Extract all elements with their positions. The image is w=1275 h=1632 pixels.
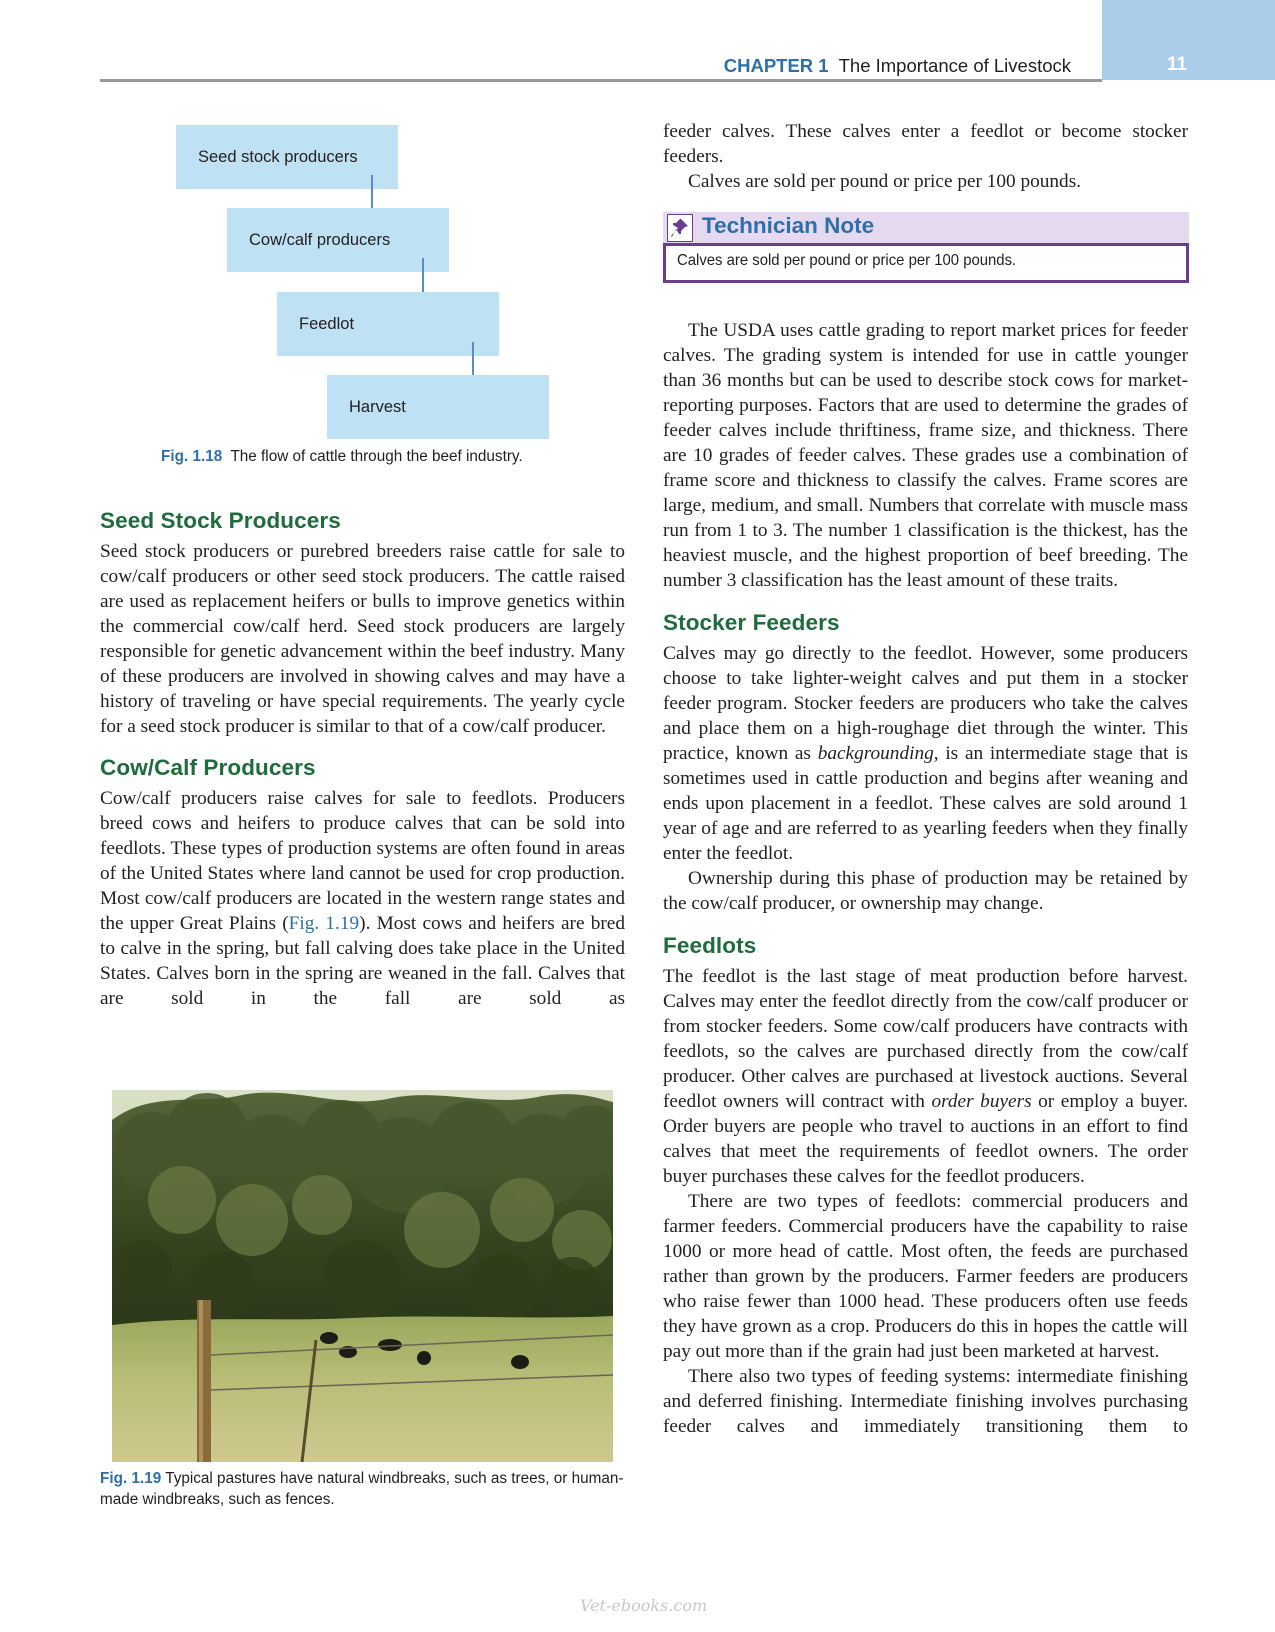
- figure-1-18-caption: [161, 446, 523, 467]
- paragraph-stocker-1: [663, 641, 1188, 866]
- left-column-text: [100, 508, 625, 1011]
- cow-calf-text-part-2: ). Most cows and heifers are bred to calve in the spring, but fall calving does take place in the United States. Calves born in the spring are weaned in the fall. Calves that are sold in the fall are sold as: [100, 913, 625, 1009]
- figure-1-18-label: Fig. 1.18: [161, 448, 223, 465]
- paragraph-feeder-calves: feeder calves. These calves enter a feedlot or become stocker feeders.: [663, 121, 1188, 167]
- section-heading-stocker-feeders: Stocker Feeders: [663, 610, 840, 635]
- pasture-photo: [112, 1090, 613, 1462]
- section-heading-feedlots: Feedlots: [663, 933, 757, 958]
- paragraph-cow-calf: [100, 786, 625, 1011]
- stocker-text-part-1: Calves may go directly to the feedlot. However, some producers choose to take lighter-weight calves and put them in a stocker feeder program. Stocker feeders are producers who take the calves and place them on a high-roughage diet through the winter. This practice, known as: [663, 643, 1188, 764]
- stocker-text-part-2: , is an intermediate stage that is sometimes used in cattle production and begins after weaning and ends upon placement in a feedlot. These calves are sold around 1 year of age and are referred to as yearling feeders when they finally enter the feedlot.: [663, 743, 1188, 864]
- flow-box-harvest: Harvest: [327, 375, 549, 439]
- watermark: Vet-ebooks.com: [580, 1596, 708, 1615]
- paragraph-feedlots-2: There are two types of feedlots: commercial producers and farmer feeders. Commercial producers have the capability to raise 1000 or more head of cattle. Most often, the feeds are purchased rather than grown by the producers. Farmer feeders are producers who raise fewer than 1000 head. These producers often use feeds they have grown as a crop. Producers do this in hopes the cattle will pay out more than if the grain had just been marketed at harvest.: [663, 1191, 1188, 1362]
- feedlots-text-part-1: The feedlot is the last stage of meat production before harvest. Calves may enter the feedlot directly from the cow/calf producer or from stocker feeders. Some cow/calf producers have contracts with feedlots, so the calves are purchased directly from the cow/calf producer. Other calves are purchased at livestock auctions. Several feedlot owners will contract with: [663, 966, 1188, 1112]
- feedlots-text-part-2: or employ a buyer. Order buyers are people who travel to auctions in an effort to find calves that meet the requirements of feedlot owners. The order buyer purchases these calves for the feedlot producers.: [663, 1091, 1189, 1187]
- flow-box-seed-stock: Seed stock producers: [176, 125, 398, 189]
- figure-1-18-text: The flow of cattle through the beef industry.: [230, 448, 523, 465]
- paragraph-stocker-2: Ownership during this phase of production may be retained by the cow/calf producer, or ownership may change.: [663, 868, 1188, 914]
- paragraph-calves-sold: Calves are sold per pound or price per 100 pounds.: [688, 171, 1082, 192]
- right-column-continuation: [663, 119, 1188, 194]
- paragraph-feedlots-1: [663, 964, 1188, 1189]
- paragraph-feedlots-3: There also two types of feeding systems: intermediate finishing and deferred finishing. Intermediate finishing involves purchasing feeder calves and immediately transitioning them to: [663, 1366, 1188, 1437]
- flow-box-cow-calf: Cow/calf producers: [227, 208, 449, 272]
- figure-1-19-caption: [100, 1468, 625, 1510]
- section-heading-seed-stock: Seed Stock Producers: [100, 508, 341, 533]
- pushpin-icon: [667, 214, 693, 242]
- flow-box-feedlot: Feedlot: [277, 292, 499, 356]
- right-column-text: [663, 318, 1188, 1439]
- figure-1-19-link[interactable]: Fig. 1.19: [288, 913, 360, 934]
- figure-1-19-label: Fig. 1.19: [100, 1470, 162, 1487]
- running-head: [724, 55, 1071, 77]
- technician-note-text: Calves are sold per pound or price per 100 pounds.: [677, 252, 1017, 269]
- term-order-buyers: order buyers: [931, 1091, 1032, 1112]
- cow-calf-text-part-1: Cow/calf producers raise calves for sale to feedlots. Producers breed cows and heifers to produce calves that can be sold into feedlots. These types of production systems are often found in areas of the United States where land cannot be used for crop production. Most cow/calf producers are located in the western range states and the upper Great Plains (: [100, 788, 625, 934]
- paragraph-usda-grading: The USDA uses cattle grading to report market prices for feeder calves. The grading system is intended for use in cattle younger than 36 months but can be used to describe stock cows for market-reporting purposes. Factors that are used to determine the grades of feeder calves include thriftiness, frame size, and thickness. There are 10 grades of feeder calves. These grades use a combination of frame score and thickness to classify the calves. Frame scores are large, medium, and small. Numbers that correlate with muscle mass run from 1 to 3. The number 1 classification is the thickest, has the heaviest muscle, and the highest proportion of beef breeding. The number 3 classification has the least amount of these traits.: [663, 320, 1188, 591]
- chapter-title: The Importance of Livestock: [838, 55, 1071, 76]
- header-rule: [100, 79, 1102, 82]
- figure-1-19-text: Typical pastures have natural windbreaks, such as trees, or human-made windbreaks, such as fences.: [100, 1470, 624, 1508]
- technician-note-title: Technician Note: [702, 213, 875, 238]
- section-heading-cow-calf: Cow/Calf Producers: [100, 755, 316, 780]
- term-backgrounding: backgrounding: [817, 743, 934, 764]
- paragraph-seed-stock: Seed stock producers or purebred breeders raise cattle for sale to cow/calf producers or other seed stock producers. The cattle raised are used as replacement heifers or bulls to improve genetics within the commercial cow/calf herd. Seed stock producers are largely responsible for genetic advancement within the beef industry. Many of these producers are involved in showing calves and may have a history of traveling or have special requirements. The yearly cycle for a seed stock producer is similar to that of a cow/calf producer.: [100, 541, 625, 737]
- page-number: 11: [1166, 54, 1188, 75]
- chapter-label: CHAPTER 1: [723, 55, 829, 76]
